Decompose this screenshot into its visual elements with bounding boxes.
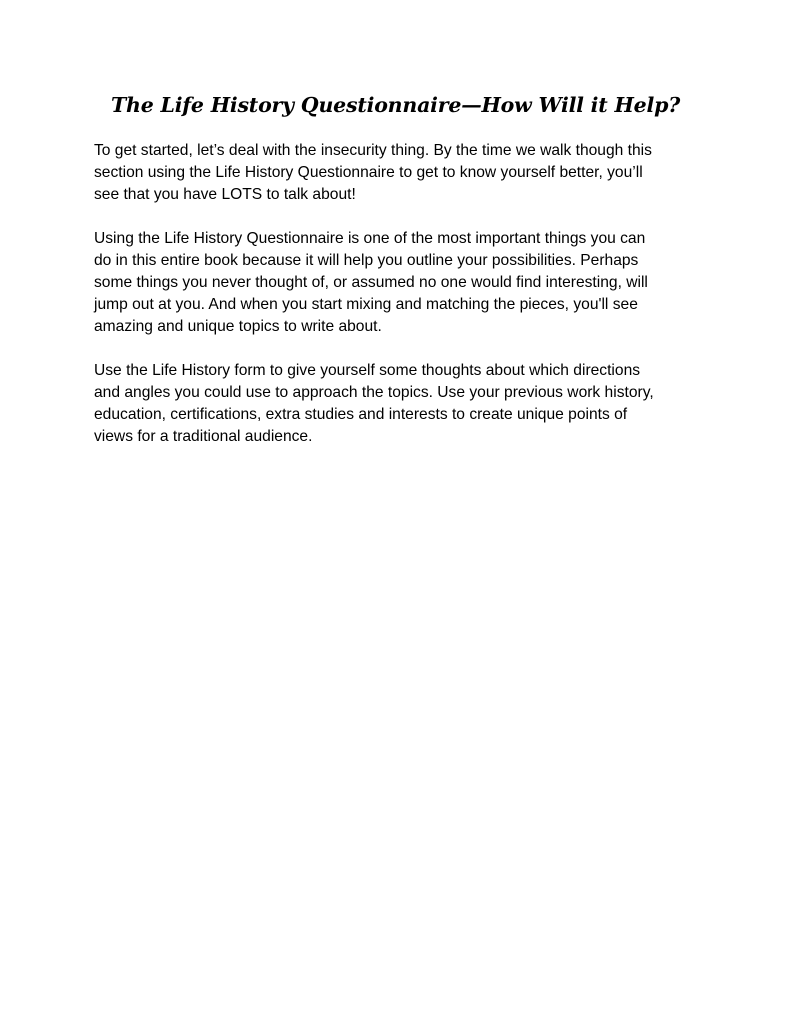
paragraph-using-questionnaire xyxy=(94,228,704,338)
page-title: The Life History Questionnaire—How Will it Help? xyxy=(110,93,681,117)
paragraph-line: To get started, let’s deal with the insecurity thing. By the time we walk though this xyxy=(94,142,652,159)
paragraph-line: see that you have LOTS to talk about! xyxy=(94,186,356,203)
paragraph-line: jump out at you. And when you start mixing and matching the pieces, you'll see xyxy=(94,296,638,313)
paragraph-line: views for a traditional audience. xyxy=(94,428,313,445)
paragraph-line: education, certifications, extra studies and interests to create unique points of xyxy=(94,406,628,423)
paragraph-line: amazing and unique topics to write about. xyxy=(94,318,382,335)
paragraph-line: Using the Life History Questionnaire is one of the most important things you can xyxy=(94,230,646,247)
paragraph-line: do in this entire book because it will help you outline your possibilities. Perhaps xyxy=(94,252,639,269)
paragraph-life-history-form xyxy=(94,360,704,448)
paragraph-line: section using the Life History Questionnaire to get to know yourself better, you’ll xyxy=(94,164,643,181)
paragraph-line: and angles you could use to approach the topics. Use your previous work history, xyxy=(94,384,654,401)
paragraph-line: Use the Life History form to give yourself some thoughts about which directions xyxy=(94,362,641,379)
paragraph-intro xyxy=(94,140,704,206)
paragraph-line: some things you never thought of, or assumed no one would find interesting, will xyxy=(94,274,648,291)
